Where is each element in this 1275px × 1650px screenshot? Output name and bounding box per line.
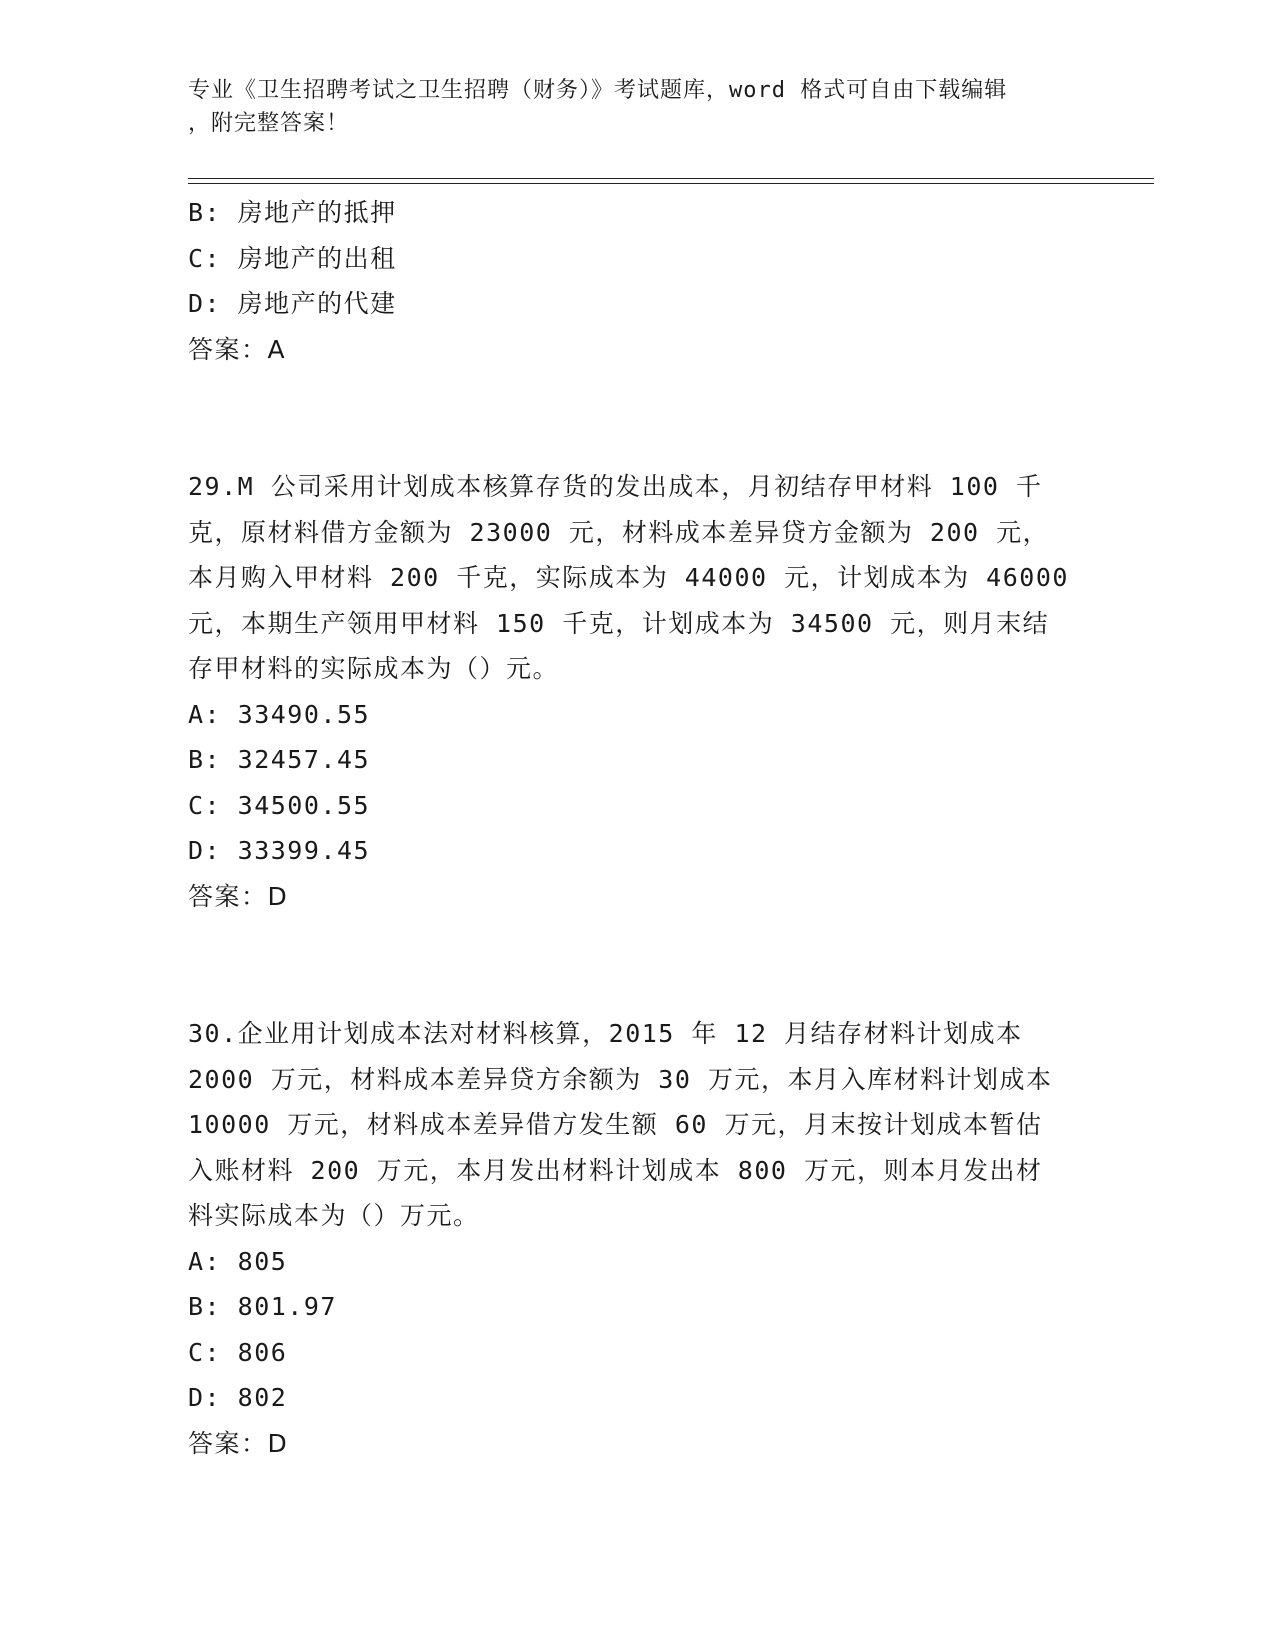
option-d: D: 33399.45 [188,836,371,865]
header-line-1: 专业《卫生招聘考试之卫生招聘（财务）》考试题库，word 格式可自由下载编辑 [188,78,1008,103]
question-30 [188,1011,1088,1466]
question-text-line: 29.M 公司采用计划成本核算存货的发出成本，月初结存甲材料 100 千 [188,472,1043,501]
question-text-line: 2000 万元，材料成本差异贷方余额为 30 万元，本月入库材料计划成本 [188,1064,1053,1094]
option-d: D: 房地产的代建 [188,289,397,318]
question-text-line: 料实际成本为（）万元。 [188,1201,480,1230]
question-text-line: 存甲材料的实际成本为（）元。 [188,654,560,683]
document-body [188,190,1088,1466]
option-a: A: 33490.55 [188,699,371,729]
prev-question-block [188,190,1088,372]
answer-line: 答案：A [188,334,287,364]
option-d: D: 802 [188,1383,288,1412]
option-c: C: 34500.55 [188,790,371,820]
question-29 [188,464,1088,919]
option-b: B: 801.97 [188,1292,337,1321]
document-header [188,74,1068,140]
option-b: B: 房地产的抵押 [188,198,397,227]
question-text-line: 入账材料 200 万元，本月发出材料计划成本 800 万元，则本月发出材 [188,1155,1043,1185]
header-line-2: ，附完整答案！ [188,111,350,136]
option-b: B: 32457.45 [188,745,371,774]
option-a: A: 805 [188,1246,288,1276]
answer-line: 答案：D [188,1428,289,1458]
answer-line: 答案：D [188,881,289,911]
question-text-line: 10000 万元，材料成本差异借方发生额 60 万元，月末按计划成本暂估 [188,1110,1043,1139]
question-text-line: 30.企业用计划成本法对材料核算，2015 年 12 月结存材料计划成本 [188,1019,1023,1048]
header-divider [188,178,1154,184]
question-text-line: 本月购入甲材料 200 千克，实际成本为 44000 元，计划成本为 46000 [188,563,1069,592]
option-c: C: 房地产的出租 [188,243,397,273]
question-text-line: 克，原材料借方金额为 23000 元，材料成本差异贷方金额为 200 元， [188,517,1050,547]
question-text-line: 元，本期生产领用甲材料 150 千克，计划成本为 34500 元，则月末结 [188,608,1050,638]
option-c: C: 806 [188,1337,288,1367]
